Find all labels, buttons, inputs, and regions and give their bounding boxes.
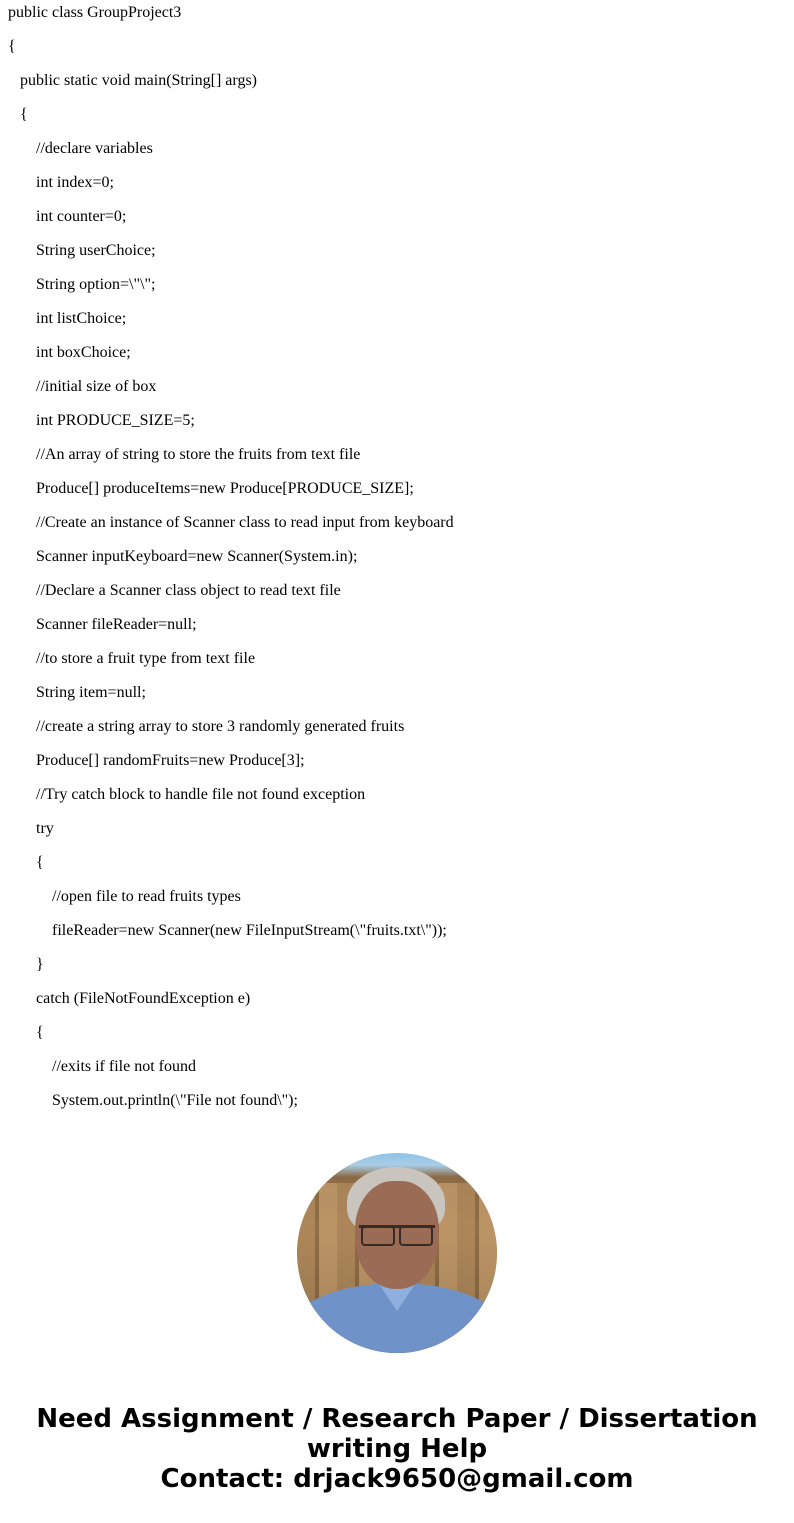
code-line: //exits if file not found (52, 1058, 196, 1075)
code-line: public class GroupProject3 (8, 4, 182, 21)
code-line: int listChoice; (36, 310, 127, 327)
banner-line-1: Need Assignment / Research Paper / Dissertation (36, 1404, 758, 1434)
code-line: int counter=0; (36, 208, 127, 225)
code-line: { (20, 106, 28, 123)
code-line: String userChoice; (36, 242, 156, 259)
code-line: catch (FileNotFoundException e) (36, 990, 251, 1007)
code-line: } (36, 956, 44, 973)
code-line: //open file to read fruits types (52, 888, 241, 905)
code-line: { (36, 854, 44, 871)
code-line: //to store a fruit type from text file (36, 650, 256, 667)
code-line: public static void main(String[] args) (20, 72, 257, 89)
code-line: System.out.println(\"File not found\"); (52, 1092, 298, 1109)
code-line: //An array of string to store the fruits from text file (36, 446, 361, 463)
code-line: String item=null; (36, 684, 146, 701)
code-line: { (36, 1024, 44, 1041)
code-line: Scanner fileReader=null; (36, 616, 197, 633)
avatar-glasses (359, 1225, 435, 1246)
contact-banner (0, 1404, 794, 1494)
code-line: { (8, 38, 16, 55)
banner-contact-email: Contact: drjack9650@gmail.com (160, 1464, 634, 1494)
code-line: int index=0; (36, 174, 114, 191)
code-line: //declare variables (36, 140, 153, 157)
code-line: try (36, 820, 54, 837)
code-line: Scanner inputKeyboard=new Scanner(System.in); (36, 548, 358, 565)
code-line: String option=\"\"; (36, 276, 156, 293)
code-line: //initial size of box (36, 378, 157, 395)
code-line: int boxChoice; (36, 344, 131, 361)
code-line: //create a string array to store 3 randomly generated fruits (36, 718, 405, 735)
banner-line-2: writing Help (306, 1434, 488, 1464)
code-line: Produce[] randomFruits=new Produce[3]; (36, 752, 305, 769)
author-avatar-photo (297, 1153, 497, 1353)
code-line: Produce[] produceItems=new Produce[PRODUCE_SIZE]; (36, 480, 414, 497)
code-line: //Try catch block to handle file not found exception (36, 786, 366, 803)
code-line: //Create an instance of Scanner class to read input from keyboard (36, 514, 454, 531)
code-line: int PRODUCE_SIZE=5; (36, 412, 195, 429)
code-line: //Declare a Scanner class object to read text file (36, 582, 341, 599)
code-line: fileReader=new Scanner(new FileInputStream(\"fruits.txt\")); (52, 922, 447, 939)
